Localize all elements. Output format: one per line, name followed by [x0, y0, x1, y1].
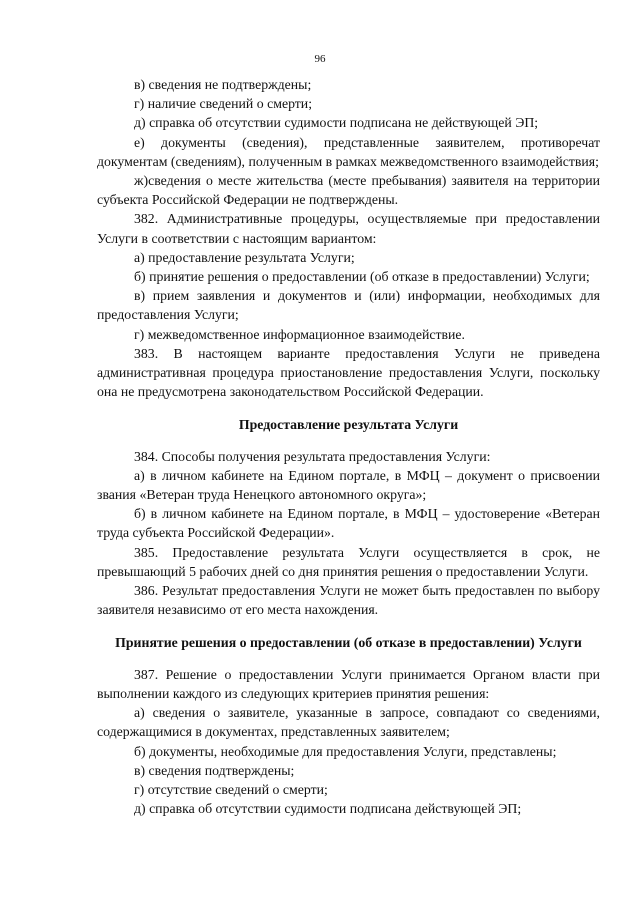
paragraph: б) документы, необходимые для предоставления Услуги, представлены;	[134, 743, 557, 759]
page-number: 96	[314, 53, 326, 65]
paragraph: 385. Предоставление результата Услуги осуществляется в срок, не превышающий 5 рабочих дней со дня принятия решения о предоставлении Услуги.	[97, 544, 600, 579]
paragraph: а) сведения о заявителе, указанные в запросе, совпадают со сведениями, содержащимися в документах, представленных заявителем;	[97, 705, 600, 740]
paragraph: г) отсутствие сведений о смерти;	[134, 781, 328, 797]
paragraph: б) принятие решения о предоставлении (об отказе в предоставлении) Услуги;	[134, 269, 590, 285]
paragraph: в) прием заявления и документов и (или) информации, необходимых для предоставления Услуги;	[97, 288, 600, 323]
section-heading-result: Предоставление результата Услуги	[238, 417, 459, 433]
paragraph: 387. Решение о предоставлении Услуги принимается Органом власти при выполнении каждого из следующих критериев принятия решения:	[97, 666, 600, 701]
paragraph: в) сведения подтверждены;	[134, 762, 295, 778]
paragraph: д) справка об отсутствии судимости подписана действующей ЭП;	[134, 801, 522, 817]
paragraph: ж)сведения о месте жительства (месте пребывания) заявителя на территории субъекта Российской Федерации не подтверждены.	[97, 173, 600, 208]
paragraph: г) межведомственное информационное взаимодействие.	[134, 326, 465, 342]
paragraph: г) наличие сведений о смерти;	[134, 96, 313, 112]
paragraph: в) сведения не подтверждены;	[134, 77, 312, 92]
section-heading-decision: Принятие решения о предоставлении (об отказе в предоставлении) Услуги	[115, 635, 582, 651]
paragraph: б) в личном кабинете на Едином портале, в МФЦ – удостоверение «Ветеран труда субъекта Российской Федерации».	[97, 506, 600, 541]
paragraph: 386. Результат предоставления Услуги не может быть предоставлен по выбору заявителя независимо от его места нахождения.	[97, 583, 600, 618]
paragraph: 384. Способы получения результата предоставления Услуги:	[134, 448, 491, 464]
paragraph: а) в личном кабинете на Едином портале, в МФЦ – документ о присвоении звания «Ветеран труда Ненецкого автономного округа»;	[97, 467, 600, 503]
document-body	[97, 75, 600, 818]
paragraph: 382. Административные процедуры, осуществляемые при предоставлении Услуги в соответствии с настоящим вариантом:	[97, 211, 600, 246]
paragraph: а) предоставление результата Услуги;	[134, 249, 355, 265]
paragraph: д) справка об отсутствии судимости подписана не действующей ЭП;	[134, 115, 539, 131]
paragraph: е) документы (сведения), представленные заявителем, противоречат документам (сведениям), полученным в рамках межведомственного взаимодействия;	[97, 134, 600, 169]
paragraph: 383. В настоящем варианте предоставления Услуги не приведена административная процедура приостановление предоставления Услуги, поскольку она не предусмотрена законодательством Российской Федерации.	[97, 345, 600, 400]
